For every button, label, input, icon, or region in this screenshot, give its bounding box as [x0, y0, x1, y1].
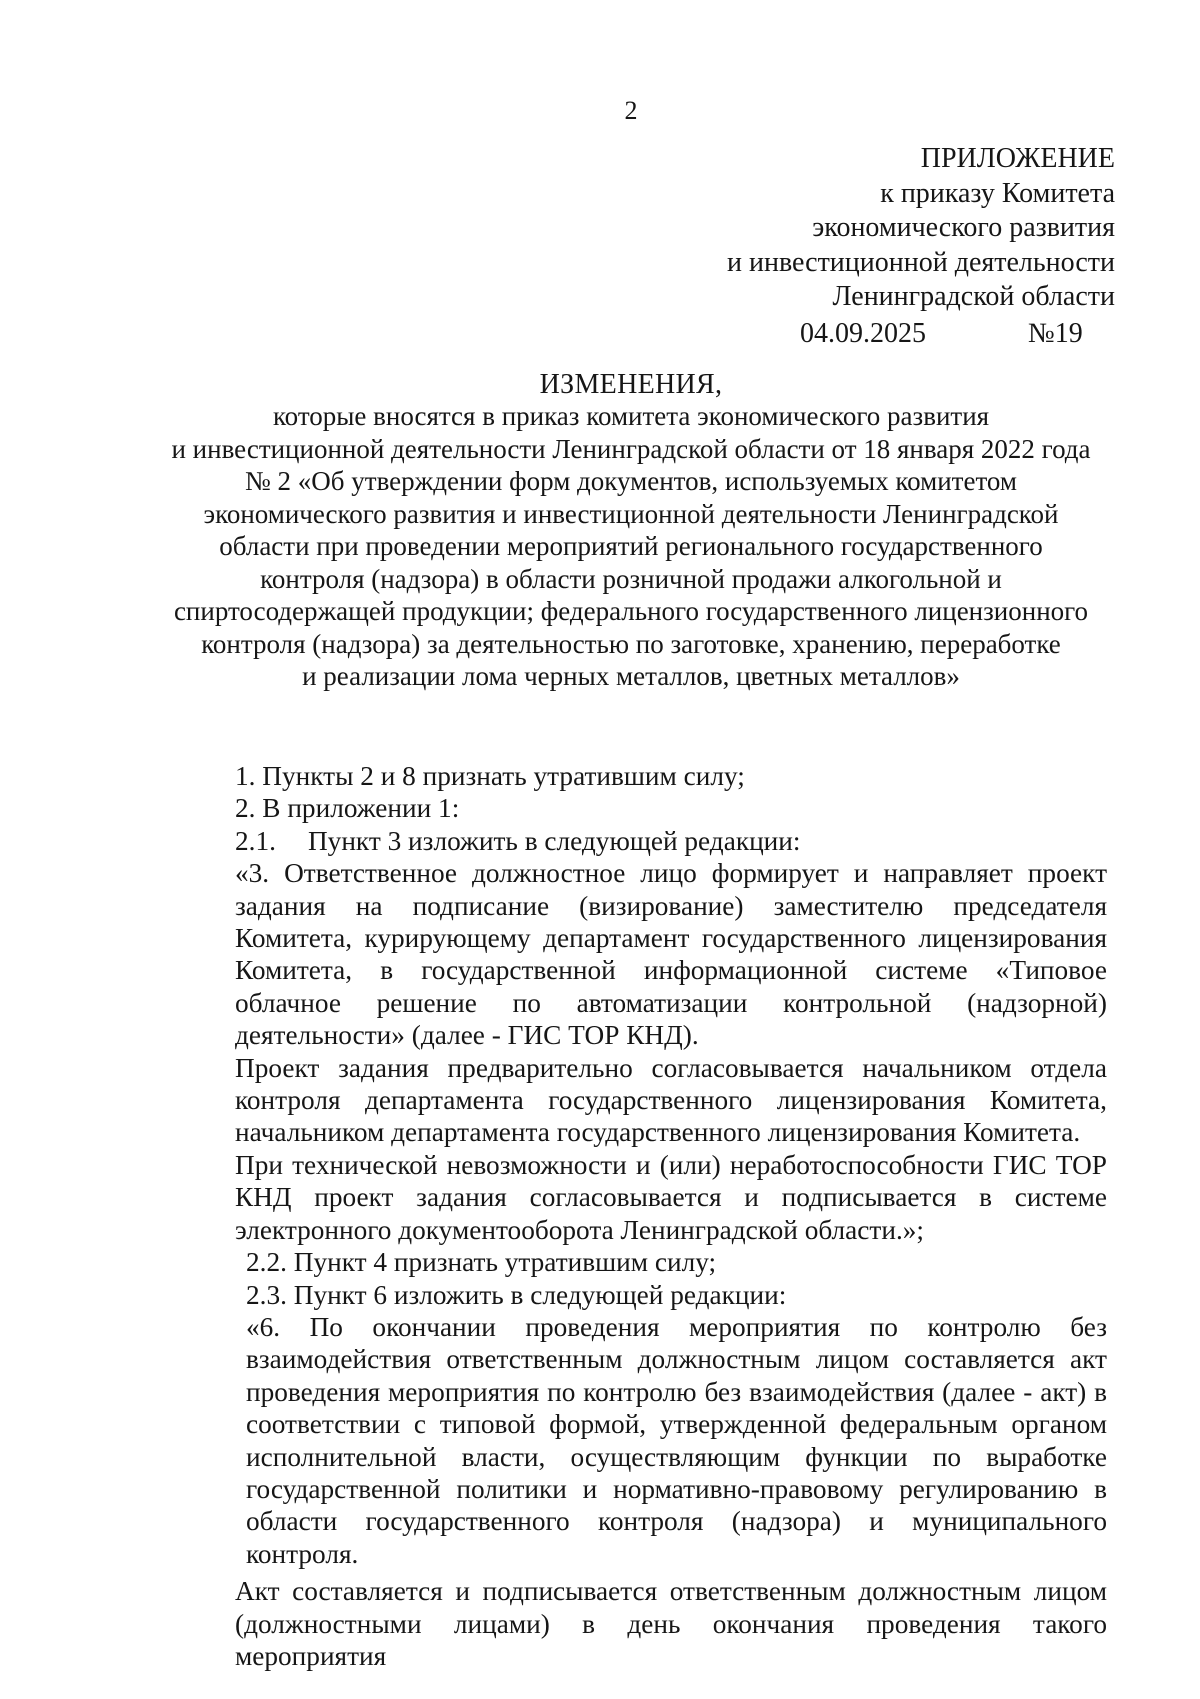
item-2-1	[183, 825, 1107, 857]
page-number: 2	[624, 96, 638, 125]
item-2-1-number: 2.1.	[235, 825, 276, 856]
appendix-line: Ленинградской области	[832, 281, 1115, 312]
subtitle-line: № 2 «Об утверждении форм документов, используемых комитетом	[245, 466, 1017, 496]
item-2: 2. В приложении 1:	[235, 793, 460, 824]
document-title: ИЗМЕНЕНИЯ,	[539, 369, 723, 400]
appendix-line: и инвестиционной деятельности	[727, 246, 1115, 278]
item-2-3: 2.3. Пункт 6 изложить в следующей редакции:	[246, 1279, 787, 1310]
subtitle-line: и реализации лома черных металлов, цветных металлов»	[302, 661, 960, 691]
order-number: №19	[1028, 318, 1083, 349]
item-1: 1. Пункты 2 и 8 признать утратившим силу;	[235, 761, 745, 791]
subtitle-line: экономического развития и инвестиционной деятельности Ленинградской	[203, 498, 1059, 529]
quote-point-3-paragraph-3: При технической невозможности и (или) неработоспособности ГИС ТОР КНД проект задания согласовывается и подписывается в системе электронного документооборота Ленинградской области.»;	[235, 1149, 1107, 1245]
quote-point-3: «3. Ответственное должностное лицо формирует и направляет проект задания на подписание (визирование) заместителю председателя Комитета, курирующему департамент государственного лицензирования Комитета, в государственной информационной системе «Типовое облачное решение по автоматизации контрольной (надзорной) деятельности» (далее - ГИС ТОР КНД).	[235, 858, 1107, 1051]
quote-point-6-paragraph-2: Акт составляется и подписывается ответственным должностным лицом (должностными лицами) в день окончания проведения такого мероприятия	[235, 1576, 1107, 1671]
appendix-line: экономического развития	[812, 212, 1115, 243]
document-subtitle	[160, 400, 1102, 693]
subtitle-line: спиртосодержащей продукции; федерального государственного лицензионного	[173, 596, 1089, 626]
order-date: 04.09.2025	[800, 318, 926, 349]
appendix-header	[600, 142, 1115, 315]
item-2-1-text: Пункт 3 изложить в следующей редакции:	[307, 825, 801, 856]
subtitle-line: которые вносятся в приказ комитета экономического развития	[272, 401, 990, 431]
document-body	[183, 760, 1107, 1672]
subtitle-line: контроля (надзора) в области розничной продажи алкогольной и	[260, 563, 1002, 594]
item-2-2: 2.2. Пункт 4 признать утратившим силу;	[246, 1247, 717, 1278]
subtitle-line: области при проведении мероприятий регионального государственного	[219, 531, 1043, 561]
subtitle-line: и инвестиционной деятельности Ленинградской области от 18 января 2022 года	[171, 433, 1091, 464]
order-date-number	[800, 318, 1100, 350]
quote-point-3-paragraph-2: Проект задания предварительно согласовывается начальником отдела контроля департамента государственного лицензирования Комитета, начальником департамента государственного лицензирования Комитета.	[235, 1052, 1107, 1148]
subtitle-line: контроля (надзора) за деятельностью по заготовке, хранению, переработке	[201, 628, 1061, 659]
quote-point-6: «6. По окончании проведения мероприятия по контролю без взаимодействия ответственным должностным лицом составляется акт проведения мероприятия по контролю без взаимодействия (далее - акт) в соответствии с типовой формой, утвержденной федеральным органом исполнительной власти, осуществляющим функции по выработке государственной политики и нормативно-правовому регулированию в области государственного контроля (надзора) и муниципального контроля.	[246, 1311, 1107, 1569]
appendix-line: ПРИЛОЖЕНИЕ	[920, 143, 1115, 174]
appendix-line: к приказу Комитета	[880, 177, 1115, 209]
